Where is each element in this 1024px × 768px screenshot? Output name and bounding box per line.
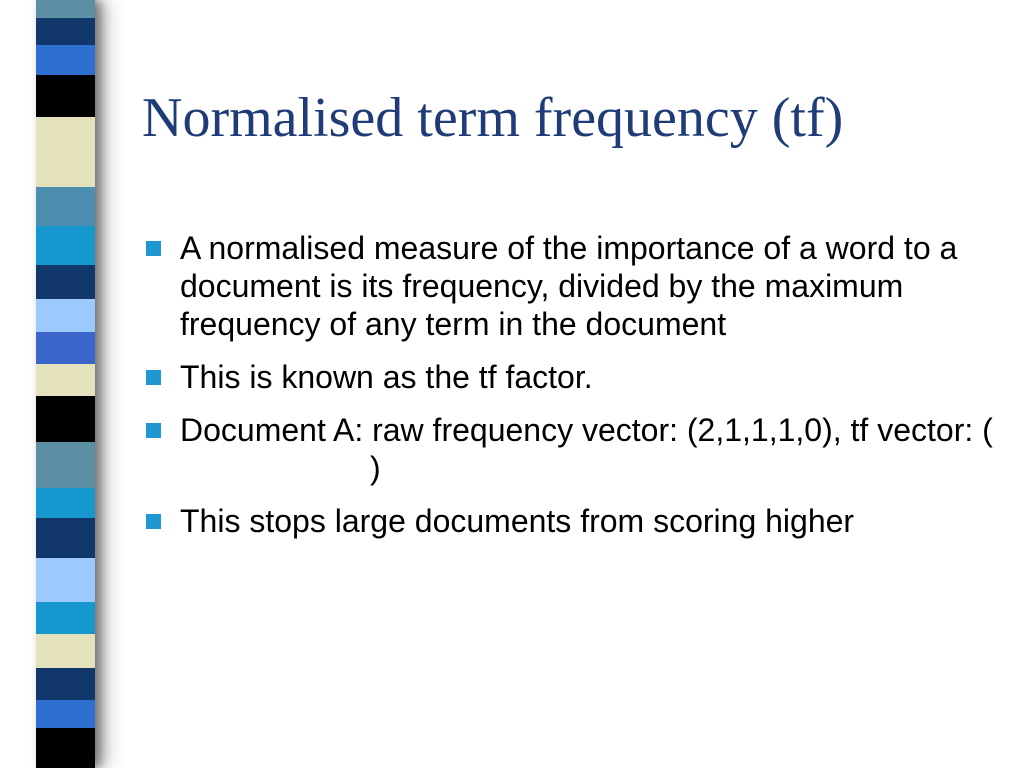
stripe-segment — [36, 602, 95, 634]
stripe-segment — [36, 299, 95, 332]
slide-title: Normalised term frequency (tf) — [142, 87, 844, 149]
bullet-item — [140, 229, 1010, 343]
square-bullet-icon — [146, 514, 161, 529]
stripe-segment — [36, 558, 95, 602]
stripe-segment — [36, 396, 95, 442]
bullet-text: This stops large documents from scoring higher — [180, 503, 855, 539]
bullet-list — [140, 229, 1010, 540]
bullet-text-close: ) — [370, 450, 381, 486]
stripe-segment — [36, 45, 95, 75]
stripe-segment — [36, 488, 95, 518]
square-bullet-icon — [146, 423, 161, 438]
bullet-item — [140, 411, 1010, 487]
stripe-segment — [36, 634, 95, 668]
bullet-text: Document A: raw frequency vector: (2,1,1,1,0), tf vector: ( — [180, 412, 993, 448]
stripe-segment — [36, 265, 95, 299]
stripe-segment — [36, 187, 95, 226]
stripe-segment — [36, 700, 95, 728]
square-bullet-icon — [146, 241, 161, 256]
square-bullet-icon — [146, 370, 161, 385]
stripe-segment — [36, 364, 95, 396]
bullet-text: A normalised measure of the importance of a word to a document is its frequency, divided by the maximum frequency of any term in the document — [180, 230, 958, 342]
decorative-stripe — [36, 0, 95, 768]
stripe-segment — [36, 75, 95, 117]
stripe-segment — [36, 332, 95, 364]
bullet-text: This is known as the tf factor. — [180, 359, 593, 395]
stripe-segment — [36, 442, 95, 488]
stripe-segment — [36, 668, 95, 700]
stripe-segment — [36, 150, 95, 187]
stripe-segment — [36, 226, 95, 265]
bullet-item — [140, 502, 1010, 540]
stripe-segment — [36, 18, 95, 45]
stripe-segment — [36, 117, 95, 150]
stripe-segment — [36, 0, 95, 18]
bullet-item — [140, 358, 1010, 396]
stripe-segment — [36, 518, 95, 558]
stripe-segment — [36, 728, 95, 768]
